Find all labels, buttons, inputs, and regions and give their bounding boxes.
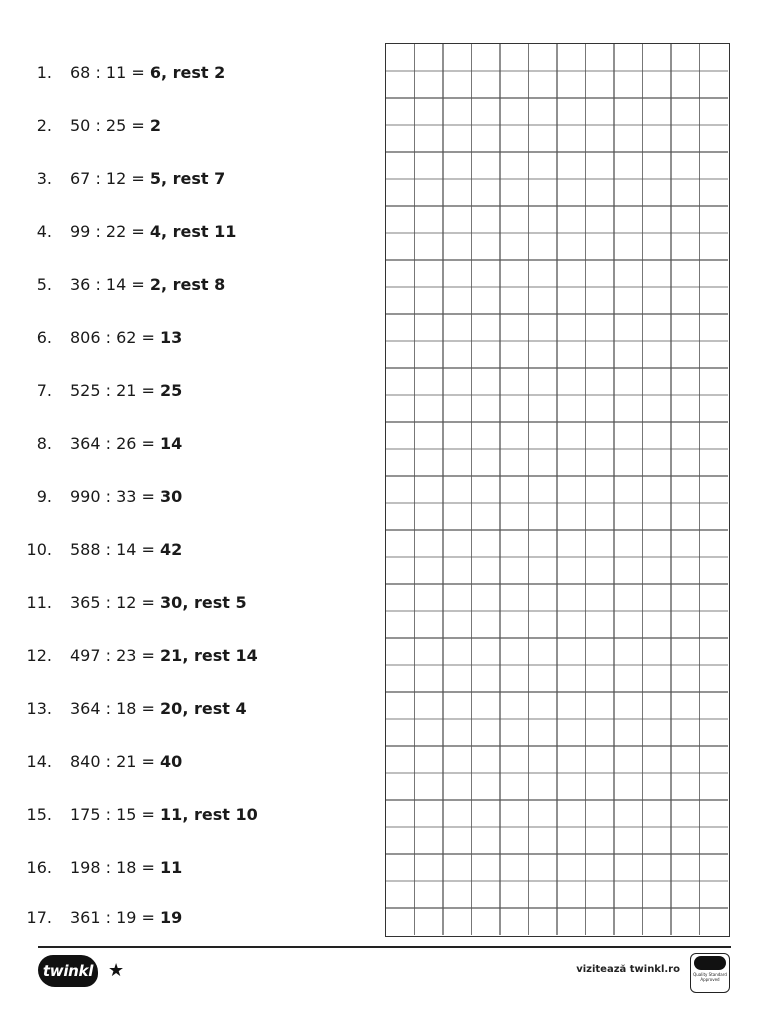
problem-row	[0, 110, 380, 140]
problem-row	[0, 640, 380, 670]
problem-expression: 361 : 19 =	[70, 907, 161, 927]
problem-answer: 2, rest 8	[149, 274, 226, 294]
problem-row	[0, 322, 380, 352]
problem-expression: 68 : 11 =	[70, 62, 150, 82]
problem-answer: 42	[160, 539, 183, 559]
logo-text: twinkl	[42, 962, 94, 980]
quality-badge	[690, 953, 730, 993]
problem-answer: 19	[160, 907, 183, 927]
footer-divider	[38, 946, 731, 948]
problem-expression: 364 : 18 =	[70, 698, 161, 718]
problem-number: 6.	[36, 327, 52, 347]
problem-number: 2.	[36, 115, 52, 135]
star-icon: ★	[108, 960, 125, 981]
problem-expression: 50 : 25 =	[70, 115, 150, 135]
problem-row	[0, 481, 380, 511]
problem-number: 8.	[36, 433, 52, 453]
problem-answer: 2	[149, 115, 161, 135]
badge-logo	[694, 956, 726, 970]
problem-expression: 67 : 12 =	[70, 168, 150, 188]
problem-row	[0, 799, 380, 829]
problem-answer: 30	[160, 486, 183, 506]
problem-expression: 198 : 18 =	[70, 857, 161, 877]
grid-lines	[386, 44, 728, 935]
problem-number: 15.	[26, 804, 52, 824]
problem-number: 14.	[26, 751, 52, 771]
problem-row	[0, 587, 380, 617]
problem-answer: 14	[160, 433, 183, 453]
twinkl-logo[interactable]	[38, 955, 98, 987]
problem-answer: 11, rest 10	[160, 804, 258, 824]
problem-number: 7.	[36, 380, 52, 400]
problem-number: 5.	[36, 274, 52, 294]
problem-row	[0, 746, 380, 776]
problem-answer: 40	[160, 751, 183, 771]
problem-row	[0, 534, 380, 564]
problem-number: 3.	[36, 168, 52, 188]
problem-row	[0, 693, 380, 723]
problem-answer: 4, rest 11	[149, 221, 237, 241]
problem-expression: 525 : 21 =	[70, 380, 161, 400]
problem-row	[0, 375, 380, 405]
footer-link[interactable]: vizitează twinkl.ro	[576, 964, 680, 975]
problem-row	[0, 852, 380, 882]
problem-row	[0, 57, 380, 87]
problem-row	[0, 163, 380, 193]
problem-answer: 25	[160, 380, 183, 400]
problem-row	[0, 216, 380, 246]
problem-answer: 5, rest 7	[149, 168, 226, 188]
problem-number: 17.	[26, 907, 52, 927]
problem-number: 9.	[36, 486, 52, 506]
problem-expression: 497 : 23 =	[70, 645, 161, 665]
problem-number: 10.	[26, 539, 52, 559]
problem-expression: 840 : 21 =	[70, 751, 161, 771]
problem-row	[0, 269, 380, 299]
problem-list	[0, 0, 380, 940]
problem-number: 13.	[26, 698, 52, 718]
problem-number: 12.	[26, 645, 52, 665]
problem-row	[0, 428, 380, 458]
problem-expression: 806 : 62 =	[70, 327, 161, 347]
problem-number: 16.	[26, 857, 52, 877]
problem-expression: 99 : 22 =	[70, 221, 150, 241]
problem-answer: 30, rest 5	[160, 592, 247, 612]
problem-row	[0, 902, 380, 932]
problem-expression: 990 : 33 =	[70, 486, 161, 506]
problem-number: 4.	[36, 221, 52, 241]
problem-number: 1.	[36, 62, 52, 82]
squared-grid	[385, 43, 730, 937]
problem-answer: 20, rest 4	[160, 698, 247, 718]
problem-expression: 364 : 26 =	[70, 433, 161, 453]
problem-answer: 13	[160, 327, 183, 347]
problem-expression: 36 : 14 =	[70, 274, 150, 294]
problem-answer: 11	[160, 857, 183, 877]
badge-text: Quality Standard Approved	[693, 972, 727, 982]
problem-answer: 21, rest 14	[160, 645, 258, 665]
problem-expression: 588 : 14 =	[70, 539, 161, 559]
problem-expression: 175 : 15 =	[70, 804, 161, 824]
problem-number: 11.	[26, 592, 52, 612]
problem-answer: 6, rest 2	[149, 62, 226, 82]
problem-expression: 365 : 12 =	[70, 592, 161, 612]
